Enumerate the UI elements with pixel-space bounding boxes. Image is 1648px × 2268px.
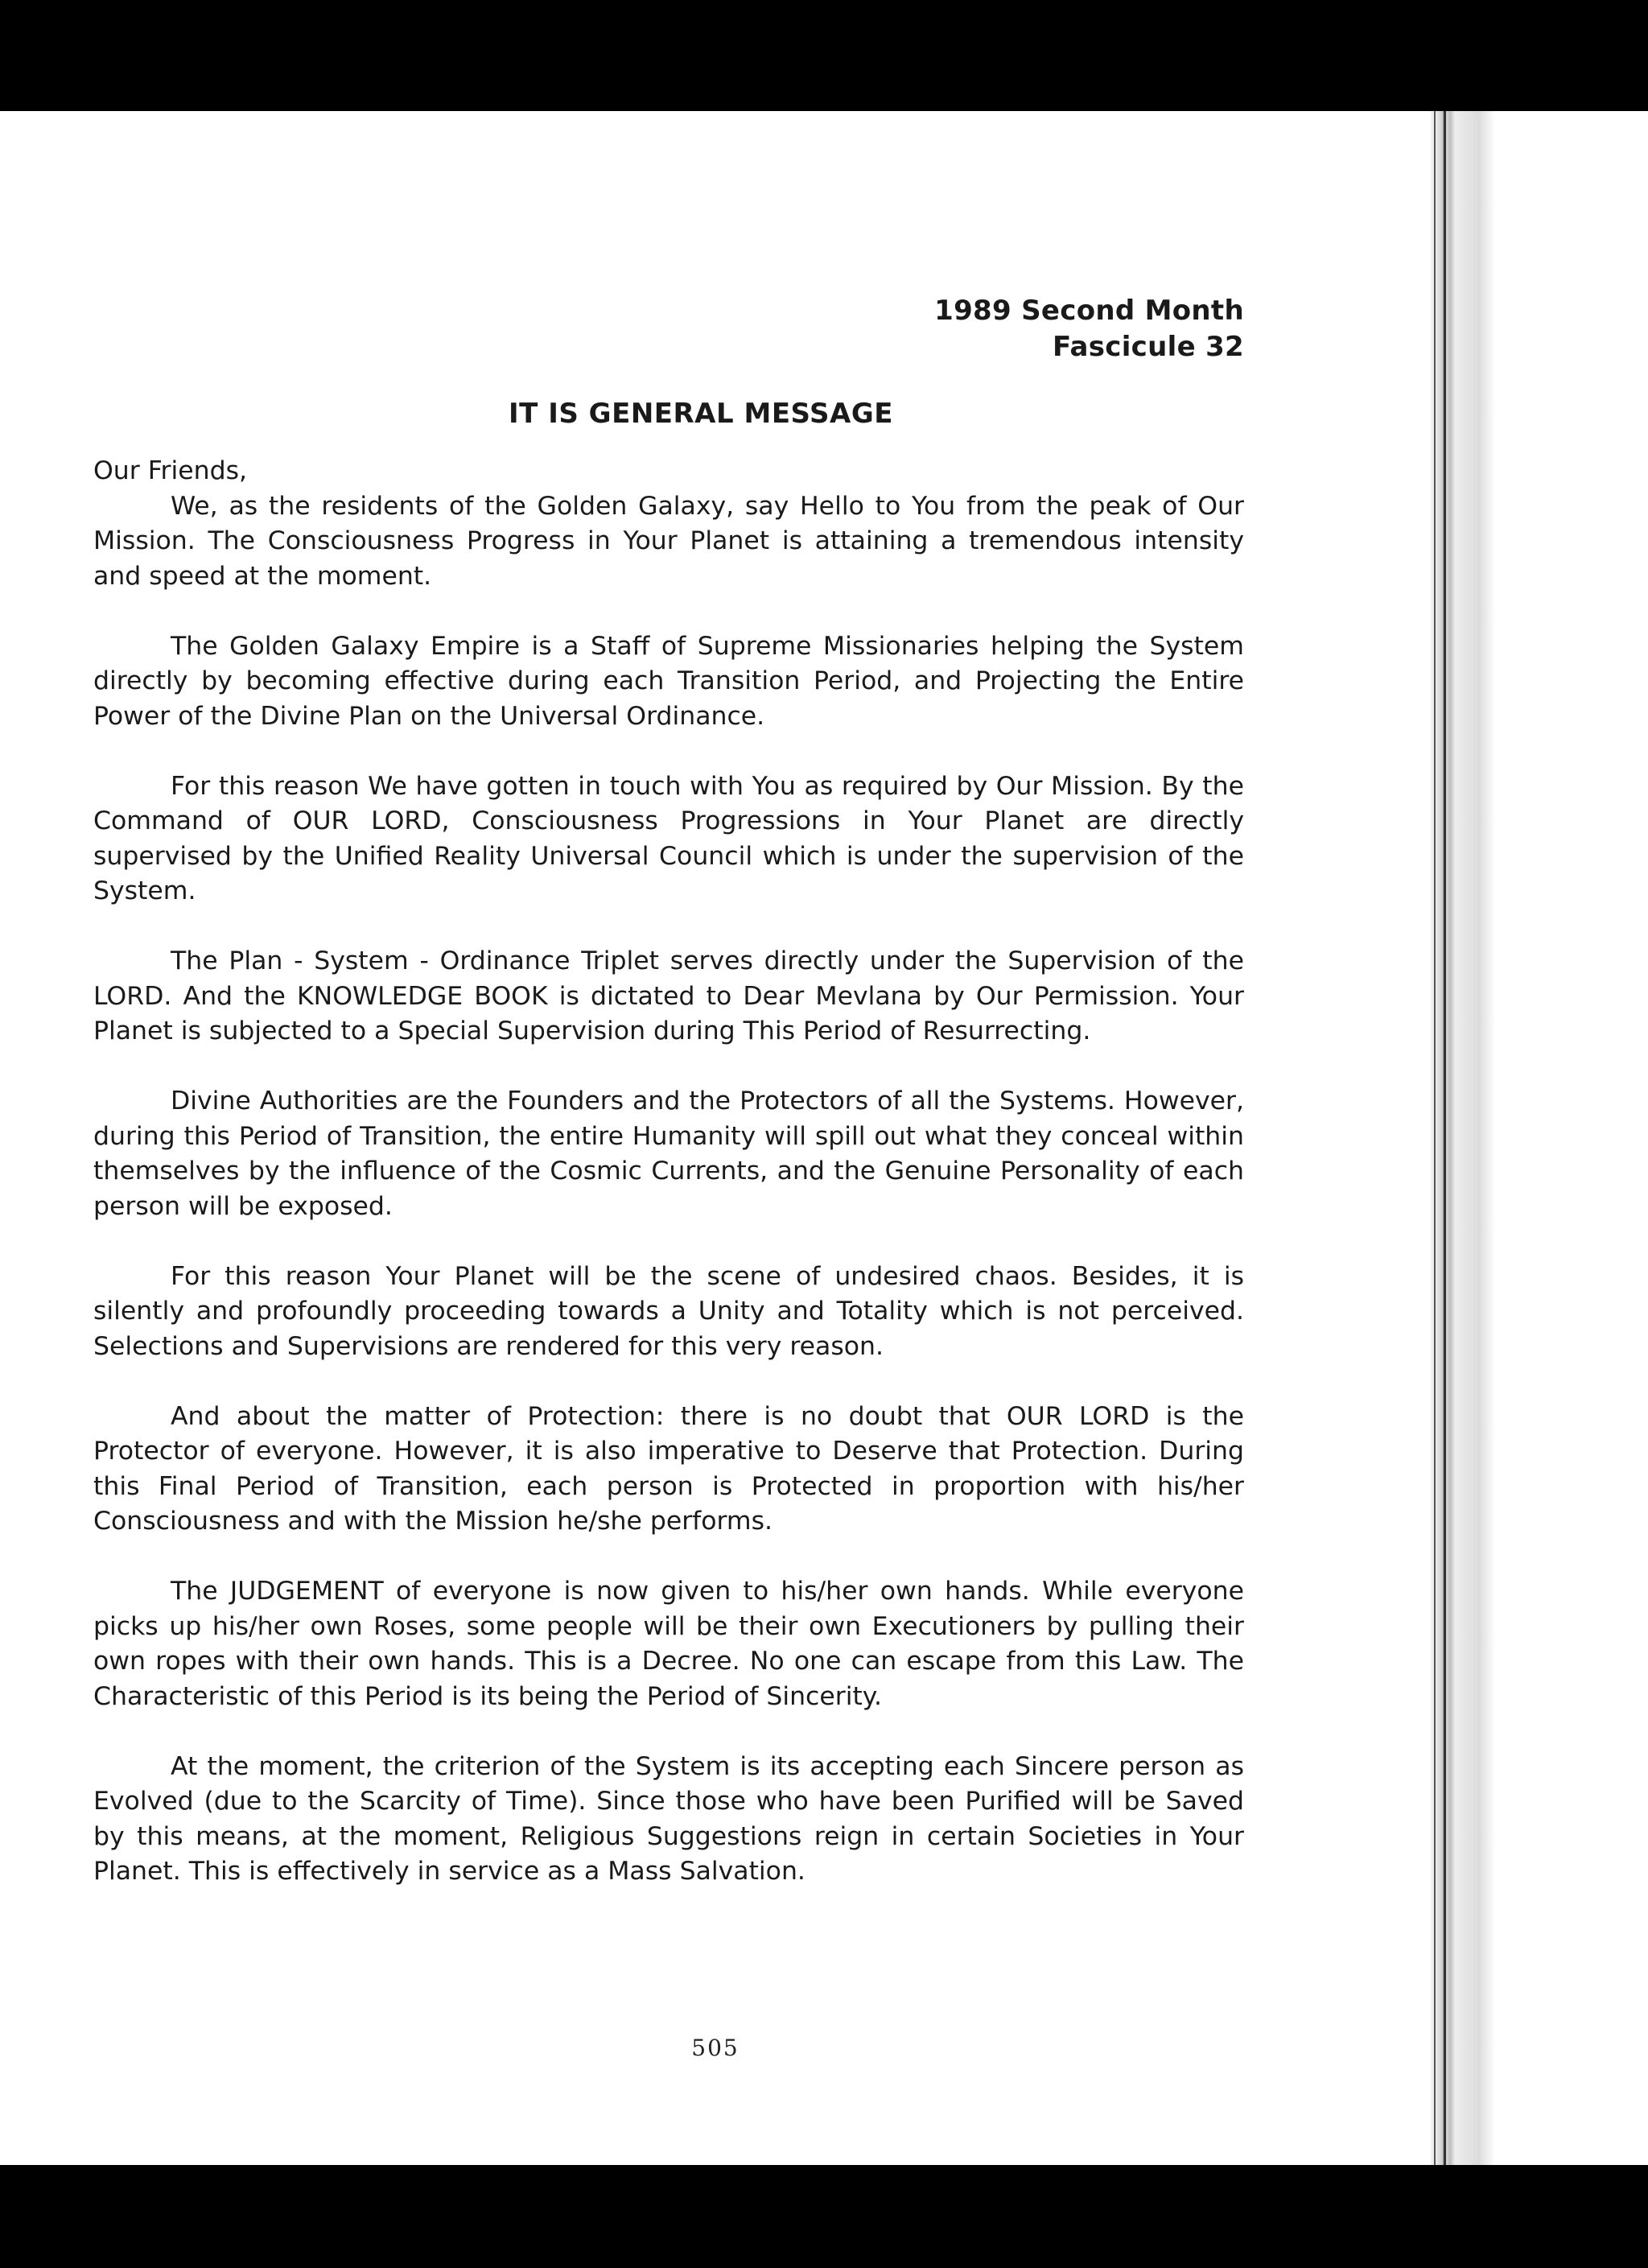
page-number: 505	[691, 2035, 740, 2061]
paragraph: At the moment, the criterion of the System is its accepting each Sincere person as Evolved (due to the Scarcity of Time). Since those who have been Purified will be Saved by this means, at the moment, Religious Suggestions reign in certain Societies in Your Planet. This is effectively in service as a Mass Salvation.	[93, 1751, 1244, 1886]
paragraph: For this reason Your Planet will be the scene of undesired chaos. Besides, it is silently and profoundly proceeding towards a Unity and Totality which is not perceived. Selections and Supervisions are rendered for this very reason.	[93, 1261, 1244, 1361]
paragraph: The Golden Galaxy Empire is a Staff of Supreme Missionaries helping the System directly by becoming effective during each Transition Period, and Projecting the Entire Power of the Divine Plan on the Universal Ordinance.	[93, 631, 1244, 731]
message-title: IT IS GENERAL MESSAGE	[509, 398, 893, 430]
paragraph: And about the matter of Protection: there is no doubt that OUR LORD is the Protector of everyone. However, it is also imperative to Deserve that Protection. During this Final Period of Transition, each person is Protected in proportion with his/her Consciousness and with the Mission he/she performs.	[93, 1401, 1244, 1536]
message-body	[93, 454, 1244, 1924]
page-edge-line	[1444, 111, 1446, 2165]
book-page-edge	[1431, 111, 1648, 2165]
paragraph: The Plan - System - Ordinance Triplet serves directly under the Supervision of the LORD. And the KNOWLEDGE BOOK is dictated to Dear Mevlana by Our Permission. Your Planet is subjected to a Special Supervision during This Period of Resurrecting.	[93, 946, 1244, 1045]
salutation: Our Friends,	[93, 456, 248, 485]
page-edge-line	[1434, 111, 1436, 2165]
paragraph: Divine Authorities are the Founders and the Protectors of all the Systems. However, during this Period of Transition, the entire Humanity will spill out what they conceal within themselves by the influence of the Cosmic Currents, and the Genuine Personality of each person will be exposed.	[93, 1087, 1244, 1221]
paragraph: The JUDGEMENT of everyone is now given to his/her own hands. While everyone picks up his/her own Roses, some people will be their own Executioners by pulling their own ropes with their own hands. This is a Decree. No one can escape from this Law. The Characteristic of this Period is its being the Period of Sincerity.	[93, 1577, 1244, 1711]
header-fascicule: Fascicule 32	[1052, 331, 1244, 363]
paragraph: We, as the residents of the Golden Galaxy, say Hello to You from the peak of Our Mission. The Consciousness Progress in Your Planet is attaining a tremendous intensity and speed at the moment.	[93, 491, 1244, 591]
header-block	[934, 293, 1244, 365]
paragraph: For this reason We have gotten in touch with You as required by Our Mission. By the Command of OUR LORD, Consciousness Progressions in Your Planet are directly supervised by the Unified Reality Universal Council which is under the supervision of the System.	[93, 771, 1244, 905]
header-date: 1989 Second Month	[934, 295, 1244, 327]
